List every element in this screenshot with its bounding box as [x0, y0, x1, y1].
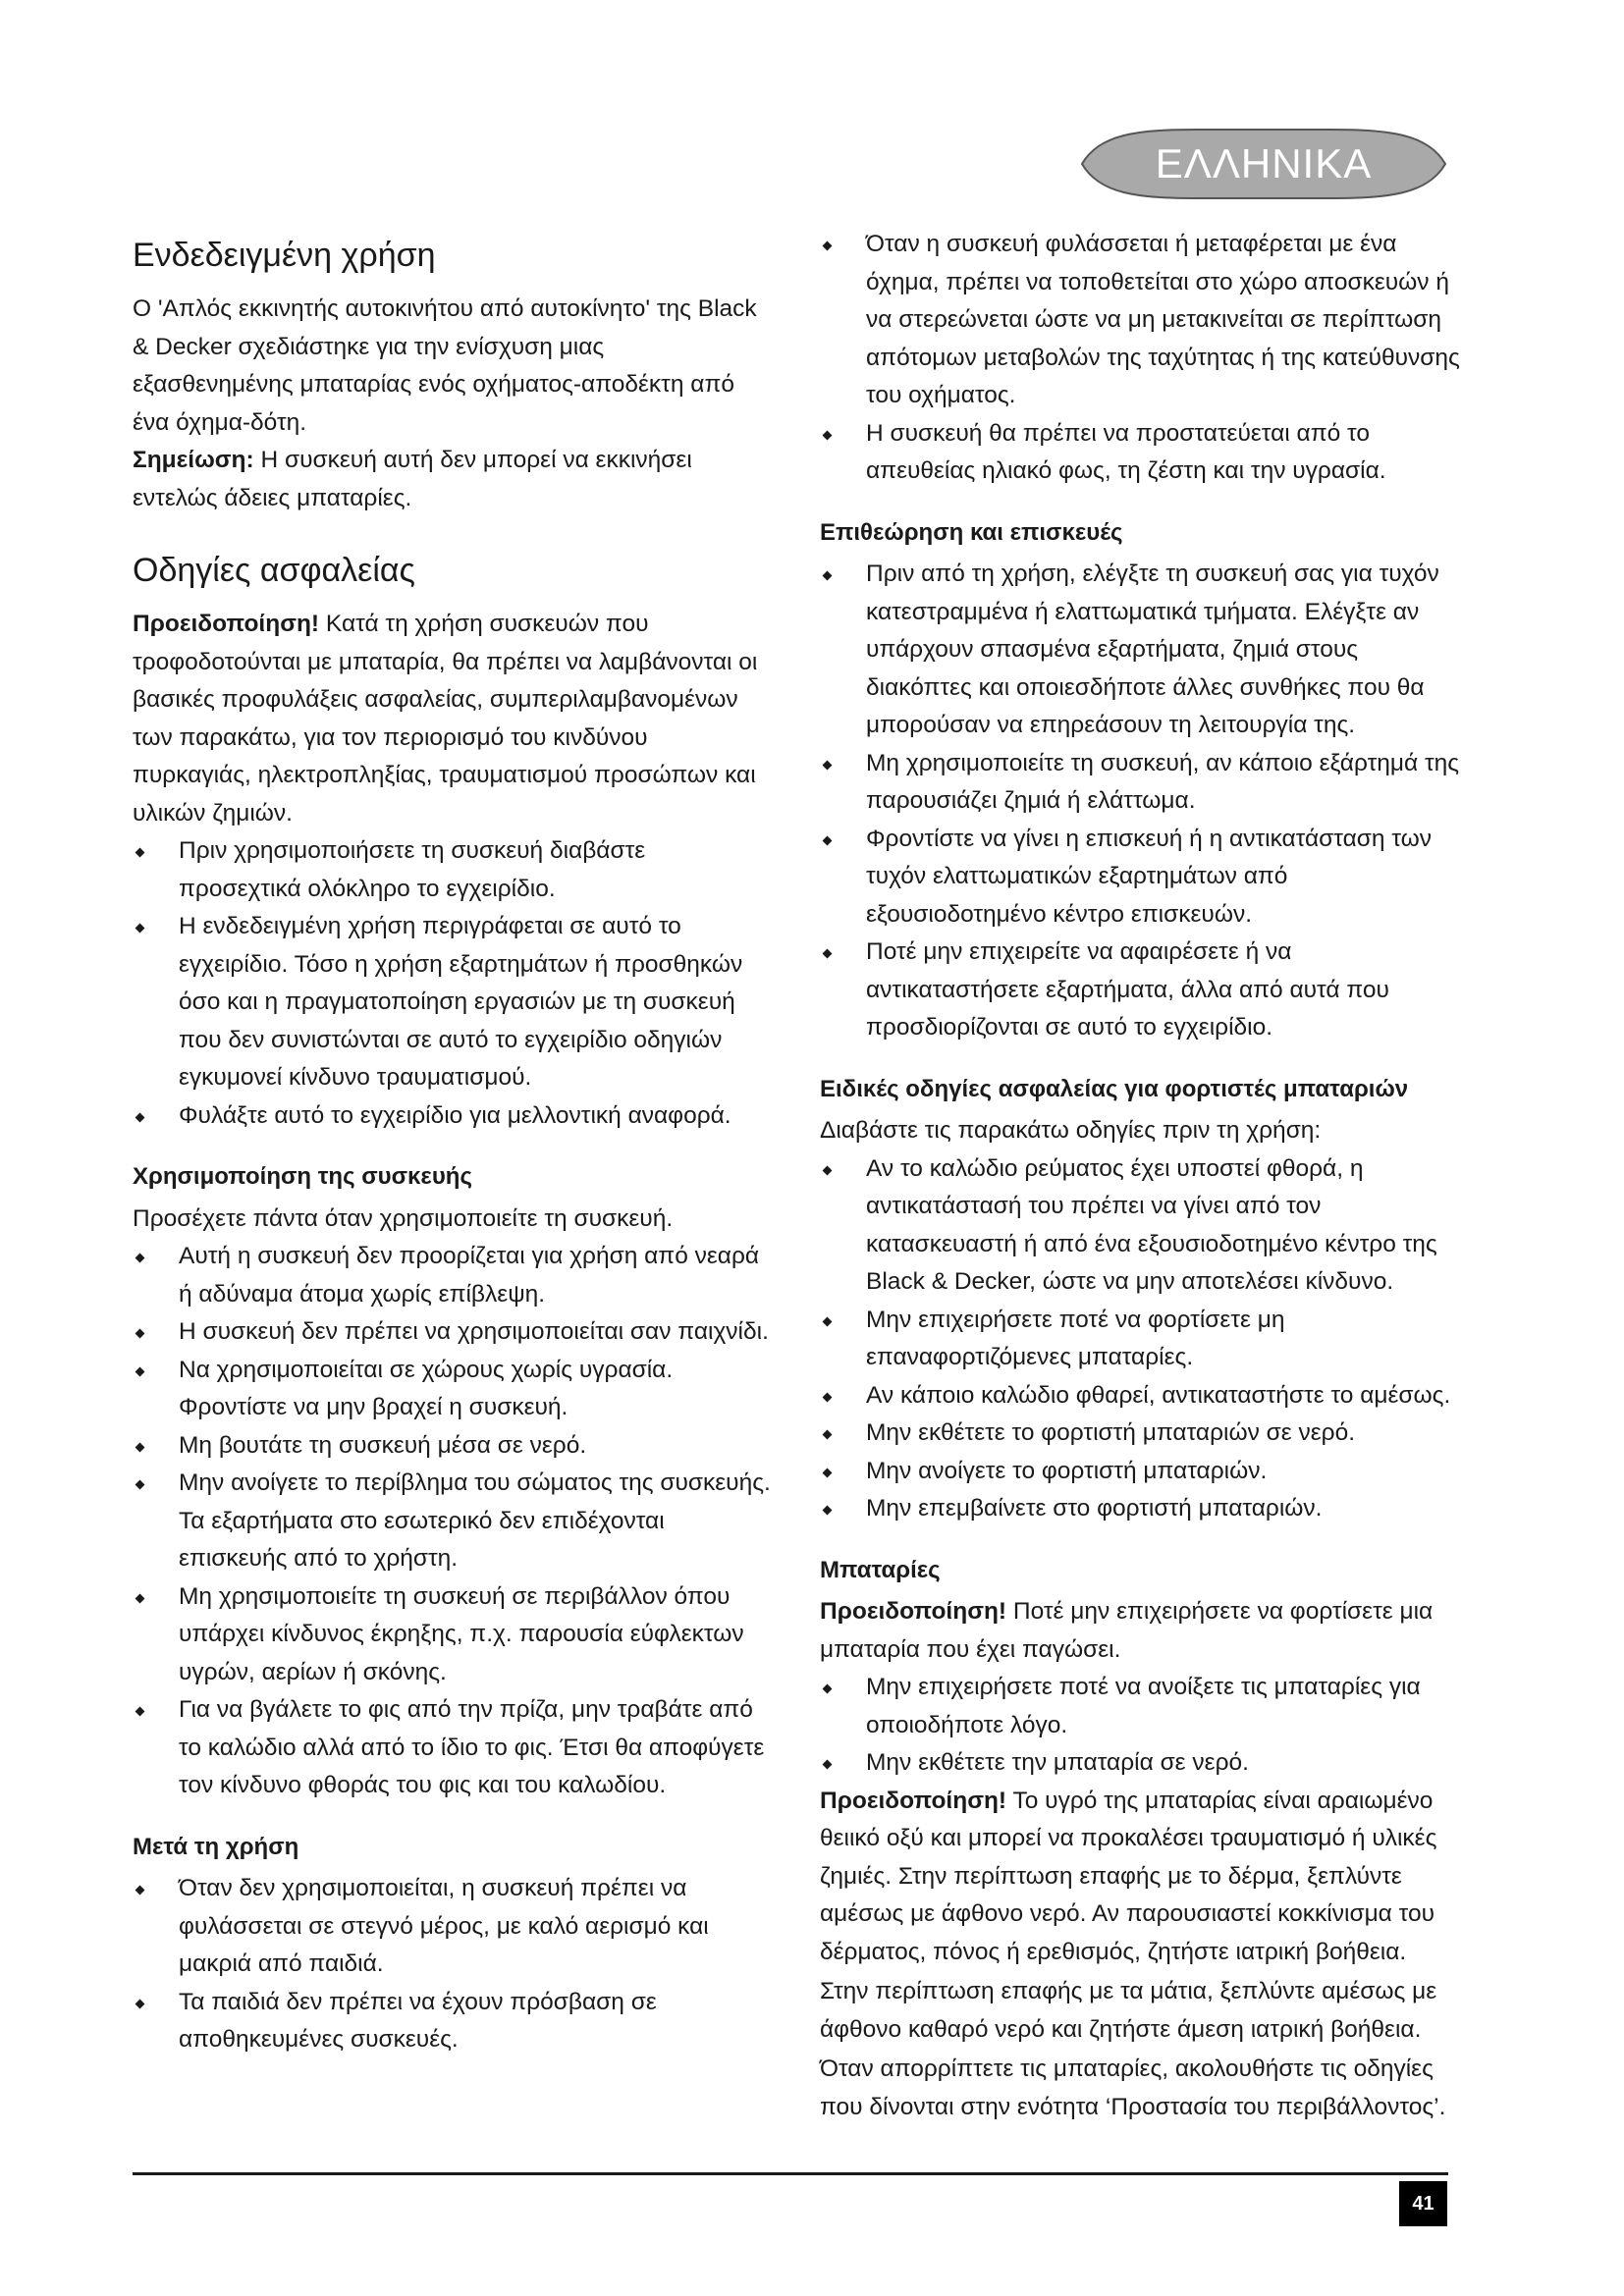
note-text: Η συσκευή αυτή δεν μπορεί να εκκινήσει εντελώς άδειες μπαταρίες. [133, 447, 692, 511]
warning-label: Προειδοποίηση! [133, 611, 320, 637]
intended-use-note [133, 442, 771, 517]
bullet-icon [135, 1593, 145, 1603]
bullet-icon [823, 1316, 833, 1326]
footer-rule [133, 2172, 1448, 2175]
chargers-intro: Διαβάστε τις παρακάτω οδηγίες πριν τη χρήση: [820, 1117, 1322, 1144]
bullet-icon [823, 1430, 833, 1440]
list-item [820, 1744, 1463, 1783]
using-heading: Χρησιμοποίηση της συσκευής [133, 1163, 472, 1190]
chargers-list [820, 1150, 1463, 1528]
list-item-text: Ποτέ μην επιχειρείτε να αφαιρέσετε ή να αντικαταστήσετε εξαρτήματα, άλλα από αυτά που προσδιορίζονται σε αυτό το εγχειρίδιο. [866, 938, 1389, 1041]
list-item-text: Η ενδεδειγμένη χρήση περιγράφεται σε αυτό το εγχειρίδιο. Τόσο η χρήση εξαρτημάτων ή προσθηκών όσο και η πραγματοποίηση εργασιών με τη συσκευή που δεν συνιστώνται σε αυτό το εγχειρίδιο οδηγιών εγκυμονεί κίνδυνο τραυματισμού. [179, 913, 743, 1091]
bullet-icon [135, 1112, 145, 1122]
list-item [820, 1150, 1463, 1302]
batteries-warning-2 [820, 1783, 1463, 1972]
list-item [133, 1313, 771, 1352]
list-item [820, 1415, 1463, 1453]
batteries-eyes-text: Στην περίπτωση επαφής με τα μάτια, ξεπλύντε αμέσως με άφθονο καθαρό νερό και ζητήστε άμεση ιατρική βοήθεια. [820, 1978, 1437, 2043]
list-item [133, 908, 771, 1097]
bullet-icon [823, 1165, 833, 1175]
list-item [820, 226, 1463, 415]
list-item [820, 1453, 1463, 1491]
list-item [820, 415, 1463, 491]
list-item-text: Για να βγάλετε το φις από την πρίζα, μην τραβάτε από το καλώδιο αλλά από το ίδιο το φις. Έτσι θα αποφύγετε τον κίνδυνο φθοράς του φις και του καλωδίου. [179, 1696, 765, 1798]
bullet-icon [135, 1999, 145, 2008]
bullet-icon [135, 1886, 145, 1896]
list-item-text: Μην εκθέτετε το φορτιστή μπαταριών σε νερό. [866, 1419, 1356, 1446]
inspection-list [820, 556, 1463, 1047]
list-item-text: Μην ανοίγετε το φορτιστή μπαταριών. [866, 1457, 1268, 1484]
list-item-text: Μη χρησιμοποιείτε τη συσκευή σε περιβάλλον όπου υπάρχει κίνδυνος έκρηξης, π.χ. παρουσία εύφλεκτων υγρών, αερίων ή σκόνης. [179, 1582, 744, 1685]
warning-text: Ποτέ μην επιχειρήσετε να φορτίσετε μια μπαταρία που έχει παγώσει. [820, 1598, 1434, 1663]
bullet-icon [823, 949, 833, 959]
page-number: 41 [1399, 2181, 1447, 2226]
intended-use-heading: Ενδεδειγμένη χρήση [133, 237, 436, 274]
left-column [133, 226, 771, 2059]
batteries-warning-1 [820, 1593, 1463, 1669]
right-column [820, 226, 1463, 2126]
bullet-icon [135, 1707, 145, 1717]
list-item [133, 1427, 771, 1466]
intended-use-text: Ο 'Απλός εκκινητής αυτοκινήτου από αυτοκίνητο' της Black & Decker σχεδιάστηκε για την ενίσχυση μιας εξασθενημένης μπαταρίας ενός οχήματος-αποδέκτη από ένα όχημα-δότη. [133, 295, 757, 436]
list-item [820, 1490, 1463, 1528]
bullet-icon [823, 430, 833, 440]
list-item [133, 1578, 771, 1692]
list-item-text: Μην ανοίγετε το περίβλημα του σώματος της συσκευής. Τα εξαρτήματα στο εσωτερικό δεν επιδέχονται επισκευής από το χρήστη. [179, 1469, 771, 1572]
list-item [820, 1302, 1463, 1377]
warning-text: Κατά τη χρήση συσκευών που τροφοδοτούνται με μπαταρία, θα πρέπει να λαμβάνονται οι βασικές προφυλάξεις ασφαλείας, συμπεριλαμβανομένων των παρακάτω, για τον περιορισμό του κινδύνου πυρκαγιάς, ηλεκτροπληξίας, τραυματισμού προσώπων και υλικών ζημιών. [133, 611, 758, 827]
list-item-text: Η συσκευή δεν πρέπει να χρησιμοποιείται σαν παιχνίδι. [179, 1318, 769, 1345]
list-item-text: Μην επιχειρήσετε ποτέ να φορτίσετε μη επαναφορτιζόμενες μπαταρίες. [866, 1306, 1285, 1370]
batteries-list [820, 1669, 1463, 1783]
list-item [133, 1352, 771, 1427]
list-item [133, 1238, 771, 1313]
list-item [133, 1870, 771, 1984]
safety-list [133, 832, 771, 1135]
warning-label: Προειδοποίηση! [820, 1598, 1007, 1625]
list-item-text: Μην επεμβαίνετε στο φορτιστή μπαταριών. [866, 1495, 1323, 1522]
inspection-heading: Επιθεώρηση και επισκευές [820, 518, 1123, 546]
list-item-text: Αν το καλώδιο ρεύματος έχει υποστεί φθορά, η αντικατάστασή του πρέπει να γίνει από τον κατασκευαστή ή από ένα εξουσιοδοτημένο κέντρο της Black & Decker, ώστε να μην αποτελέσει κίνδυνο. [866, 1154, 1437, 1295]
list-item-text: Να χρησιμοποιείται σε χώρους χωρίς υγρασία. Φροντίστε να μην βραχεί η συσκευή. [179, 1356, 674, 1420]
bullet-icon [823, 835, 833, 845]
language-tab [1080, 128, 1447, 200]
list-item-text: Μη βουτάτε τη συσκευή μέσα σε νερό. [179, 1431, 587, 1459]
using-list [133, 1238, 771, 1805]
bullet-icon [823, 1392, 833, 1402]
bullet-icon [823, 571, 833, 581]
list-item-text: Όταν δεν χρησιμοποιείται, η συσκευή πρέπει να φυλάσσεται σε στεγνό μέρος, με καλό αερισμό και μακριά από παιδιά. [179, 1875, 709, 1977]
list-item-text: Φυλάξτε αυτό το εγχειρίδιο για μελλοντική αναφορά. [179, 1101, 731, 1129]
bullet-icon [135, 1480, 145, 1490]
warning-text: Το υγρό της μπαταρίας είναι αραιωμένο θειικό οξύ και μπορεί να προκαλέσει τραυματισμό ή υλικές ζημιές. Στην περίπτωση επαφής με το δέρμα, ξεπλύντε αμέσως με άφθονο νερό. Αν παρουσιαστεί κοκκίνισμα του δέρματος, πόνος ή ερεθισμός, ζητήστε ιατρική βοήθεια. [820, 1787, 1437, 1965]
using-intro: Προσέχετε πάντα όταν χρησιμοποιείτε τη συσκευή. [133, 1204, 674, 1232]
list-item [820, 1377, 1463, 1415]
list-item-text: Αν κάποιο καλώδιο φθαρεί, αντικαταστήστε το αμέσως. [866, 1381, 1451, 1409]
list-item [133, 1465, 771, 1578]
list-item-text: Όταν η συσκευή φυλάσσεται ή μεταφέρεται με ένα όχημα, πρέπει να τοποθετείται στο χώρο αποσκευών ή να στερεώνεται ώστε να μη μετακινείται σε περίπτωση απότομων μεταβολών της ταχύτητας ή της κατεύθυνσης του οχήματος. [866, 231, 1460, 408]
list-item-text: Μην επιχειρήσετε ποτέ να ανοίξετε τις μπαταρίες για οποιοδήποτε λόγο. [866, 1674, 1421, 1738]
list-item-text: Μην εκθέτετε την μπαταρία σε νερό. [866, 1749, 1249, 1776]
list-item-text: Πριν από τη χρήση, ελέγξτε τη συσκευή σας για τυχόν κατεστραμμένα ή ελαττωματικά τμήματα. Ελέγξτε αν υπάρχουν σπασμένα εξαρτήματα, ζημιά στους διακόπτες και οποιεσδήποτε άλλες συνθήκες που θα μπορούσαν να επηρεάσουν τη λειτουργία της. [866, 561, 1439, 738]
list-item [820, 1669, 1463, 1744]
list-item [133, 832, 771, 908]
safety-warning [133, 606, 771, 832]
list-item-text: Τα παιδιά δεν πρέπει να έχουν πρόσβαση σε αποθηκευμένες συσκευές. [179, 1988, 657, 2053]
list-item [133, 1984, 771, 2059]
list-item-text: Αυτή η συσκευή δεν προορίζεται για χρήση από νεαρά ή αδύναμα άτομα χωρίς επίβλεψη. [179, 1243, 760, 1308]
bullet-icon [823, 241, 833, 251]
bullet-icon [823, 1506, 833, 1516]
bullet-icon [823, 1760, 833, 1770]
list-item-text: Φροντίστε να γίνει η επισκευή ή η αντικατάσταση των τυχόν ελαττωματικών εξαρτημάτων από εξουσιοδοτημένο κέντρο επισκευών. [866, 825, 1433, 928]
list-item [133, 1691, 771, 1805]
language-label: ΕΛΛΗΝΙΚΑ [1155, 140, 1373, 187]
list-item-text: Πριν χρησιμοποιήσετε τη συσκευή διαβάστε προσεχτικά ολόκληρο το εγχειρίδιο. [179, 837, 646, 902]
after-use-heading: Μετά τη χρήση [133, 1833, 299, 1860]
bullet-icon [823, 760, 833, 770]
list-item [820, 745, 1463, 821]
batteries-heading: Μπαταρίες [820, 1556, 941, 1583]
bullet-icon [823, 1684, 833, 1694]
storage-list [820, 226, 1463, 491]
chargers-heading: Ειδικές οδηγίες ασφαλείας για φορτιστές μπαταριών [820, 1075, 1409, 1102]
list-item [820, 556, 1463, 745]
bullet-icon [135, 1329, 145, 1339]
note-label: Σημείωση: [133, 447, 254, 473]
warning-label: Προειδοποίηση! [820, 1787, 1007, 1814]
list-item-text: Μη χρησιμοποιείτε τη συσκευή, αν κάποιο εξάρτημά της παρουσιάζει ζημιά ή ελάττωμα. [866, 749, 1460, 814]
list-item [820, 821, 1463, 934]
list-item [133, 1097, 771, 1136]
bullet-icon [823, 1468, 833, 1477]
list-item [820, 934, 1463, 1047]
after-use-list [133, 1870, 771, 2059]
bullet-icon [135, 924, 145, 934]
bullet-icon [135, 1442, 145, 1452]
batteries-disposal-text: Όταν απορρίπτετε τις μπαταρίες, ακολουθήστε τις οδηγίες που δίνονται στην ενότητα ‘Προστασία του περιβάλλοντος’. [820, 2056, 1446, 2120]
bullet-icon [135, 1254, 145, 1263]
bullet-icon [135, 848, 145, 858]
safety-heading: Οδηγίες ασφαλείας [133, 552, 415, 589]
list-item-text: Η συσκευή θα πρέπει να προστατεύεται από το απευθείας ηλιακό φως, τη ζέστη και την υγρασία. [866, 419, 1386, 484]
bullet-icon [135, 1366, 145, 1376]
